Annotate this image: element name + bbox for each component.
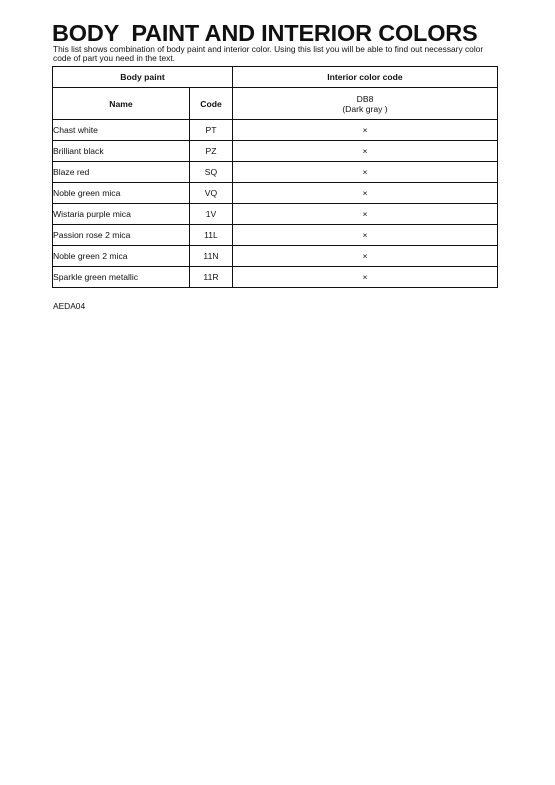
table-sub-header-row — [53, 88, 498, 120]
paint-name: Passion rose 2 mica — [53, 225, 190, 246]
paint-code: 11R — [190, 267, 233, 288]
header-name: Name — [53, 88, 190, 120]
table-group-header-row — [53, 67, 498, 88]
table-row — [53, 183, 498, 204]
paint-code: PZ — [190, 141, 233, 162]
header-interior-color-code: Interior color code — [233, 67, 498, 88]
combination-mark: × — [233, 225, 498, 246]
header-interior-db8 — [233, 88, 498, 120]
header-code: Code — [190, 88, 233, 120]
table-row — [53, 246, 498, 267]
table-row — [53, 162, 498, 183]
paint-name: Chast white — [53, 120, 190, 141]
interior-code-label: DB8 — [356, 93, 374, 104]
page-title: BODY PAINT AND INTERIOR COLORS — [52, 20, 478, 46]
combination-mark: × — [233, 141, 498, 162]
paint-name: Noble green 2 mica — [53, 246, 190, 267]
paint-name: Brilliant black — [53, 141, 190, 162]
table-row — [53, 120, 498, 141]
paint-code: 1V — [190, 204, 233, 225]
color-table — [52, 66, 498, 288]
paint-code: 11N — [190, 246, 233, 267]
interior-desc-label: (Dark gray ) — [342, 103, 388, 114]
combination-mark: × — [233, 120, 498, 141]
paint-code: SQ — [190, 162, 233, 183]
table-row — [53, 225, 498, 246]
paint-code: PT — [190, 120, 233, 141]
paint-name: Wistaria purple mica — [53, 204, 190, 225]
combination-mark: × — [233, 183, 498, 204]
paint-name: Noble green mica — [53, 183, 190, 204]
paint-name: Sparkle green metallic — [53, 267, 190, 288]
table-row — [53, 204, 498, 225]
intro-text: This list shows combination of body paint and interior color. Using this list you will be able to find out necessary color code of part you need in the text. — [53, 44, 484, 64]
paint-name: Blaze red — [53, 162, 190, 183]
paint-code: 11L — [190, 225, 233, 246]
combination-mark: × — [233, 162, 498, 183]
table-row — [53, 141, 498, 162]
figure-code: AEDA04 — [53, 301, 86, 311]
table-row — [53, 267, 498, 288]
header-body-paint: Body paint — [53, 67, 233, 88]
paint-code: VQ — [190, 183, 233, 204]
combination-mark: × — [233, 267, 498, 288]
combination-mark: × — [233, 204, 498, 225]
combination-mark: × — [233, 246, 498, 267]
